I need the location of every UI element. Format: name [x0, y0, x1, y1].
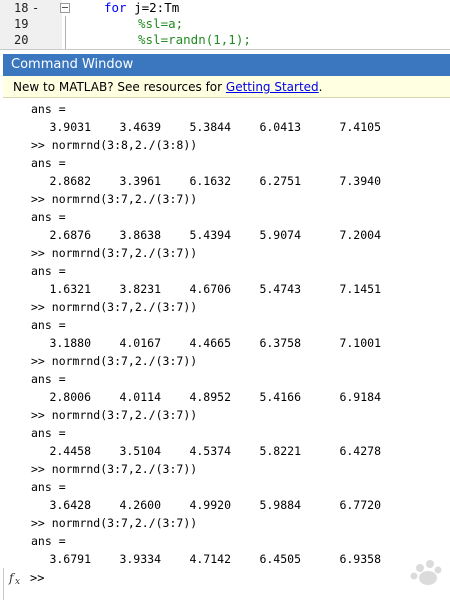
- result-values-row: [31, 334, 450, 352]
- result-value: 3.9334: [119, 552, 161, 566]
- svg-text:f: f: [9, 571, 14, 585]
- result-value: 3.9031: [49, 120, 91, 134]
- result-label-row: [31, 262, 450, 280]
- result-value: 6.4505: [259, 552, 301, 566]
- result-values-row: [31, 280, 450, 298]
- result-label: ans =: [31, 264, 66, 278]
- result-value: 5.3844: [189, 120, 231, 134]
- result-label: ans =: [31, 372, 66, 386]
- line-number: 18: [14, 1, 29, 15]
- result-value: 4.4665: [189, 336, 231, 350]
- result-value: 6.3758: [259, 336, 301, 350]
- result-values-row: [31, 388, 450, 406]
- result-label: ans =: [31, 210, 66, 224]
- result-value: 7.1451: [339, 282, 381, 296]
- result-value: 7.4105: [339, 120, 381, 134]
- result-label-row: [31, 532, 450, 550]
- breakpoint-marker[interactable]: -: [32, 1, 40, 15]
- fx-icon: [8, 569, 26, 587]
- command-window-title[interactable]: Command Window: [3, 54, 450, 76]
- command-window-gutter: [3, 98, 25, 568]
- code-text: j=2:Tm: [126, 0, 180, 15]
- result-value: 3.8231: [119, 282, 161, 296]
- line-number: 20: [14, 33, 29, 47]
- result-value: 5.4743: [259, 282, 301, 296]
- result-value: 3.5104: [119, 444, 161, 458]
- result-value: 3.8638: [119, 228, 161, 242]
- getting-started-notice: [3, 76, 450, 98]
- fold-collapse-icon[interactable]: [60, 3, 70, 13]
- result-label-row: [31, 208, 450, 226]
- result-value: 5.8221: [259, 444, 301, 458]
- editor-line-18[interactable]: [0, 0, 450, 16]
- command-line[interactable]: [31, 460, 450, 478]
- code-comment: %sl=a;: [138, 16, 184, 31]
- result-value: 6.1632: [189, 174, 231, 188]
- result-value: 4.9920: [189, 498, 231, 512]
- editor-pane[interactable]: [0, 0, 450, 50]
- editor-line-19[interactable]: [0, 16, 450, 32]
- watermark-logo: [348, 554, 444, 598]
- result-value: 2.8006: [49, 390, 91, 404]
- result-label-row: [31, 100, 450, 118]
- command-text: >> normrnd(3:7,2./(3:7)): [31, 516, 198, 530]
- command-prompt[interactable]: >>: [30, 571, 45, 585]
- pane-divider[interactable]: [0, 49, 450, 50]
- line-number: 19: [14, 17, 29, 31]
- result-label: ans =: [31, 426, 66, 440]
- command-text: >> normrnd(3:7,2./(3:7)): [31, 462, 198, 476]
- result-label: ans =: [31, 102, 66, 116]
- result-value: 4.7142: [189, 552, 231, 566]
- result-value: 4.8952: [189, 390, 231, 404]
- result-value: 6.9184: [339, 390, 381, 404]
- result-value: 7.2004: [339, 228, 381, 242]
- result-value: 4.0114: [119, 390, 161, 404]
- result-value: 6.0413: [259, 120, 301, 134]
- result-value: 1.6321: [49, 282, 91, 296]
- notice-text: New to MATLAB? See resources for: [13, 80, 226, 94]
- result-value: 4.0167: [119, 336, 161, 350]
- code-comment: %sl=randn(1,1);: [138, 32, 251, 47]
- function-browser-icon[interactable]: [8, 569, 26, 587]
- result-label-row: [31, 370, 450, 388]
- result-value: 3.3961: [119, 174, 161, 188]
- result-values-row: [31, 442, 450, 460]
- result-value: 4.6706: [189, 282, 231, 296]
- result-value: 3.4639: [119, 120, 161, 134]
- code-line: [104, 0, 179, 16]
- getting-started-link[interactable]: Getting Started: [225, 80, 319, 94]
- command-line[interactable]: [31, 136, 450, 154]
- editor-line-20[interactable]: [0, 32, 450, 48]
- svg-text:x: x: [15, 577, 21, 587]
- command-line[interactable]: [31, 514, 450, 532]
- result-value: 5.4166: [259, 390, 301, 404]
- command-text: >> normrnd(3:7,2./(3:7)): [31, 192, 198, 206]
- result-label: ans =: [31, 318, 66, 332]
- result-value: 5.4394: [189, 228, 231, 242]
- result-value: 6.7720: [339, 498, 381, 512]
- result-label: ans =: [31, 480, 66, 494]
- result-values-row: [31, 172, 450, 190]
- notice-end: .: [318, 80, 323, 94]
- result-value: 5.9074: [259, 228, 301, 242]
- command-text: >> normrnd(3:7,2./(3:7)): [31, 354, 198, 368]
- command-text: >> normrnd(3:8,2./(3:8)): [31, 138, 198, 152]
- command-text: >> normrnd(3:7,2./(3:7)): [31, 408, 198, 422]
- command-line[interactable]: [31, 190, 450, 208]
- result-value: 4.5374: [189, 444, 231, 458]
- result-label: ans =: [31, 156, 66, 170]
- result-value: 6.9358: [339, 552, 381, 566]
- command-line[interactable]: [31, 244, 450, 262]
- result-label-row: [31, 154, 450, 172]
- result-value: 2.4458: [49, 444, 91, 458]
- command-line[interactable]: [31, 406, 450, 424]
- result-value: 6.2751: [259, 174, 301, 188]
- result-values-row: [31, 496, 450, 514]
- result-value: 2.6876: [49, 228, 91, 242]
- command-line[interactable]: [31, 352, 450, 370]
- result-values-row: [31, 226, 450, 244]
- result-label-row: [31, 478, 450, 496]
- result-value: 3.6428: [49, 498, 91, 512]
- result-value: 3.6791: [49, 552, 91, 566]
- code-keyword: for: [104, 0, 127, 15]
- result-label: ans =: [31, 534, 66, 548]
- result-value: 7.3940: [339, 174, 381, 188]
- result-value: 4.2600: [119, 498, 161, 512]
- command-output: [31, 100, 450, 568]
- command-line[interactable]: [31, 298, 450, 316]
- result-value: 7.1001: [339, 336, 381, 350]
- result-value: 5.9884: [259, 498, 301, 512]
- result-value: 3.1880: [49, 336, 91, 350]
- command-text: >> normrnd(3:7,2./(3:7)): [31, 246, 198, 260]
- result-label-row: [31, 316, 450, 334]
- command-text: >> normrnd(3:7,2./(3:7)): [31, 300, 198, 314]
- result-values-row: [31, 118, 450, 136]
- result-label-row: [31, 424, 450, 442]
- result-value: 2.8682: [49, 174, 91, 188]
- result-value: 6.4278: [339, 444, 381, 458]
